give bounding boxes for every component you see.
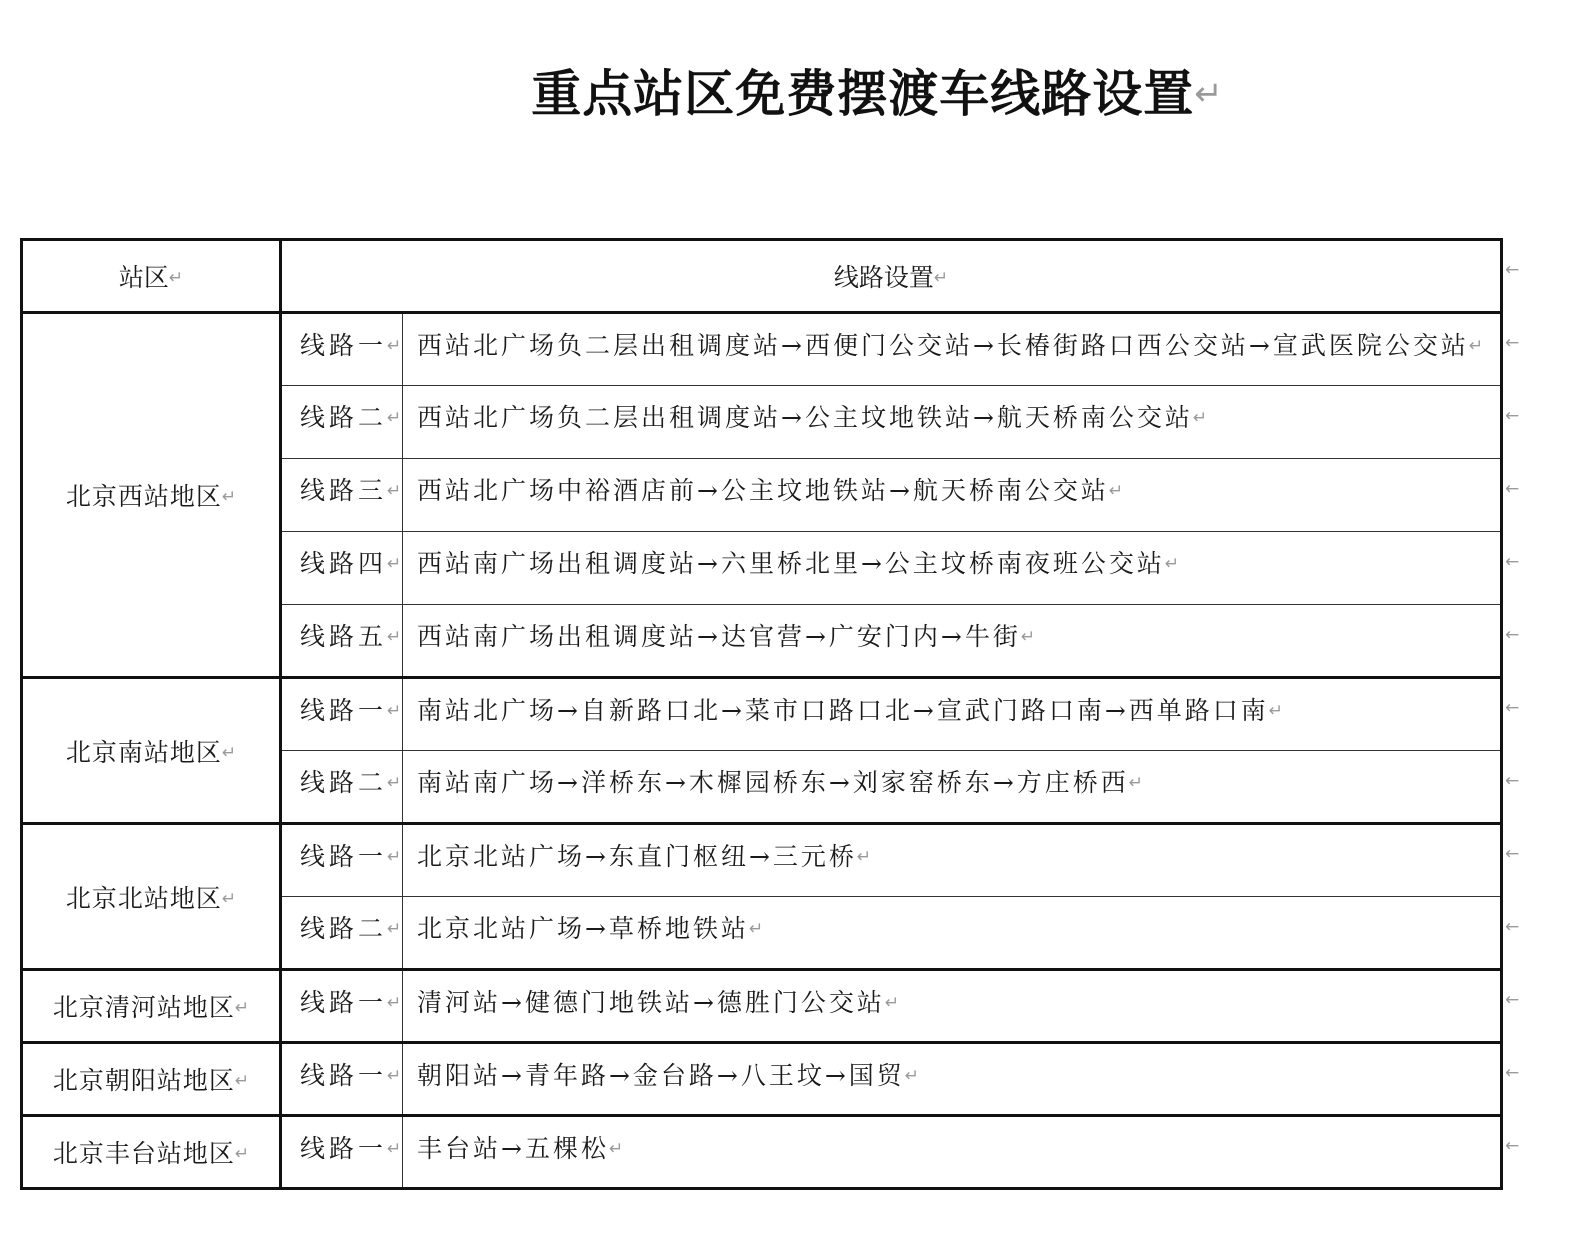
paragraph-mark-icon: ↵: [933, 268, 949, 288]
paragraph-mark-icon: ↵: [748, 919, 764, 939]
route-path-cell: [403, 678, 1502, 751]
paragraph-mark-icon: ↵: [1108, 481, 1124, 501]
row-end-mark-icon: ←: [1505, 332, 1520, 353]
row-end-mark-icon: ←: [1505, 405, 1520, 426]
row-end-mark-icon: ←: [1505, 259, 1520, 280]
paragraph-mark-icon: ↵: [1468, 336, 1484, 356]
route-label: 线路一: [300, 1061, 388, 1090]
station-cell: [22, 313, 281, 678]
route-table: [20, 238, 1503, 1190]
route-label: 线路三: [300, 476, 388, 505]
route-path: 北京北站广场→草桥地铁站: [417, 914, 749, 943]
route-label-cell: [281, 605, 403, 678]
paragraph-mark-icon: ↵: [387, 993, 402, 1013]
station-name: 北京南站地区: [65, 737, 222, 767]
route-label: 线路一: [300, 842, 388, 871]
route-label: 线路四: [300, 549, 388, 578]
route-path-cell: [403, 386, 1502, 459]
row-end-mark-icon: ←: [1505, 916, 1520, 937]
route-path-cell: [403, 751, 1502, 824]
paragraph-mark-icon: ↵: [387, 773, 402, 793]
route-path: 丰台站→五棵松: [417, 1134, 609, 1163]
table-row: [22, 1043, 1502, 1116]
paragraph-mark-icon: ↵: [387, 847, 402, 867]
document-title: [0, 62, 1594, 126]
route-path: 西站南广场出租调度站→六里桥北里→公主坟桥南夜班公交站: [417, 549, 1165, 578]
paragraph-mark-icon: ↵: [387, 627, 402, 647]
header-station-label: 站区: [118, 263, 169, 292]
paragraph-mark-icon: ↵: [234, 998, 250, 1018]
row-end-mark-icon: ←: [1505, 551, 1520, 572]
route-label-cell: [281, 970, 403, 1043]
paragraph-mark-icon: ↵: [1268, 701, 1284, 721]
route-path-cell: [403, 313, 1502, 386]
table-row: [22, 1116, 1502, 1189]
route-path: 清河站→健德门地铁站→德胜门公交站: [417, 988, 885, 1017]
route-label-cell: [281, 1116, 403, 1189]
header-routes: [281, 240, 1502, 313]
table-row: [22, 824, 1502, 897]
table-row: [22, 678, 1502, 751]
route-label-cell: [281, 1043, 403, 1116]
paragraph-mark-icon: ↵: [884, 993, 900, 1013]
route-label: 线路一: [300, 331, 388, 360]
route-label-cell: [281, 824, 403, 897]
paragraph-mark-icon: ↵: [387, 554, 402, 574]
route-label-cell: [281, 532, 403, 605]
route-label-cell: [281, 459, 403, 532]
route-path-cell: [403, 897, 1502, 970]
station-cell: [22, 970, 281, 1043]
paragraph-mark-icon: ↵: [1194, 74, 1223, 114]
route-label-cell: [281, 386, 403, 459]
route-label-cell: [281, 678, 403, 751]
route-path: 西站南广场出租调度站→达官营→广安门内→牛街: [417, 622, 1021, 651]
route-label: 线路二: [300, 768, 388, 797]
route-path-cell: [403, 459, 1502, 532]
header-routes-label: 线路设置: [833, 263, 934, 292]
paragraph-mark-icon: ↵: [387, 1066, 402, 1086]
row-end-mark-icon: ←: [1505, 624, 1520, 645]
route-path: 北京北站广场→东直门枢纽→三元桥: [417, 842, 857, 871]
route-path-cell: [403, 970, 1502, 1043]
row-end-mark-icon: ←: [1505, 1062, 1520, 1083]
station-cell: [22, 1043, 281, 1116]
paragraph-mark-icon: ↵: [1128, 773, 1144, 793]
route-path-cell: [403, 824, 1502, 897]
paragraph-mark-icon: ↵: [1164, 554, 1180, 574]
station-name: 北京丰台站地区: [52, 1139, 235, 1168]
paragraph-mark-icon: ↵: [234, 1144, 250, 1164]
row-end-mark-icon: ←: [1505, 770, 1520, 791]
paragraph-mark-icon: ↵: [387, 701, 402, 721]
row-end-mark-icon: ←: [1505, 1135, 1520, 1156]
route-label-cell: [281, 751, 403, 824]
paragraph-mark-icon: ↵: [387, 481, 402, 501]
route-label-cell: [281, 897, 403, 970]
paragraph-mark-icon: ↵: [221, 487, 237, 507]
station-name: 北京朝阳站地区: [52, 1066, 235, 1095]
route-path-cell: [403, 532, 1502, 605]
paragraph-mark-icon: ↵: [1020, 627, 1036, 647]
header-station: [22, 240, 281, 313]
paragraph-mark-icon: ↵: [387, 919, 402, 939]
paragraph-mark-icon: ↵: [856, 847, 872, 867]
paragraph-mark-icon: ↵: [221, 888, 237, 909]
station-cell: [22, 678, 281, 824]
route-label: 线路一: [300, 988, 388, 1017]
route-path: 西站北广场负二层出租调度站→西便门公交站→长椿街路口西公交站→宣武医院公交站: [417, 331, 1469, 360]
route-path-cell: [403, 1116, 1502, 1189]
route-label-cell: [281, 313, 403, 386]
paragraph-mark-icon: ↵: [234, 1071, 250, 1091]
route-table-body: [22, 240, 1502, 1189]
route-label: 线路二: [300, 403, 388, 432]
station-cell: [22, 824, 281, 970]
route-label: 线路一: [300, 1134, 388, 1163]
route-label: 线路二: [300, 914, 388, 943]
row-end-mark-icon: ←: [1505, 989, 1520, 1010]
station-name: 北京北站地区: [65, 883, 222, 913]
row-end-mark-icon: ←: [1505, 843, 1520, 864]
route-path: 南站南广场→洋桥东→木樨园桥东→刘家窑桥东→方庄桥西: [417, 768, 1129, 797]
table-row: [22, 313, 1502, 386]
paragraph-mark-icon: ↵: [387, 408, 402, 428]
paragraph-mark-icon: ↵: [1192, 408, 1208, 428]
route-path-cell: [403, 1043, 1502, 1116]
route-label: 线路一: [300, 696, 388, 725]
paragraph-mark-icon: ↵: [608, 1139, 624, 1159]
route-path: 西站北广场负二层出租调度站→公主坟地铁站→航天桥南公交站: [417, 403, 1193, 432]
title-text: 重点站区免费摆渡车线路设置: [531, 64, 1195, 123]
station-name: 北京清河站地区: [52, 993, 235, 1022]
route-label: 线路五: [300, 622, 388, 651]
route-path-cell: [403, 605, 1502, 678]
route-path: 朝阳站→青年路→金台路→八王坟→国贸: [417, 1061, 905, 1090]
row-end-mark-icon: ←: [1505, 478, 1520, 499]
paragraph-mark-icon: ↵: [221, 742, 237, 763]
paragraph-mark-icon: ↵: [387, 1139, 402, 1159]
table-header-row: [22, 240, 1502, 313]
route-path: 西站北广场中裕酒店前→公主坟地铁站→航天桥南公交站: [417, 476, 1109, 505]
paragraph-mark-icon: ↵: [904, 1066, 920, 1086]
paragraph-mark-icon: ↵: [387, 336, 402, 356]
paragraph-mark-icon: ↵: [168, 268, 184, 288]
route-path: 南站北广场→自新路口北→菜市口路口北→宣武门路口南→西单路口南: [417, 696, 1269, 725]
table-row: [22, 970, 1502, 1043]
row-end-mark-icon: ←: [1505, 697, 1520, 718]
station-cell: [22, 1116, 281, 1189]
station-name: 北京西站地区: [65, 482, 222, 511]
